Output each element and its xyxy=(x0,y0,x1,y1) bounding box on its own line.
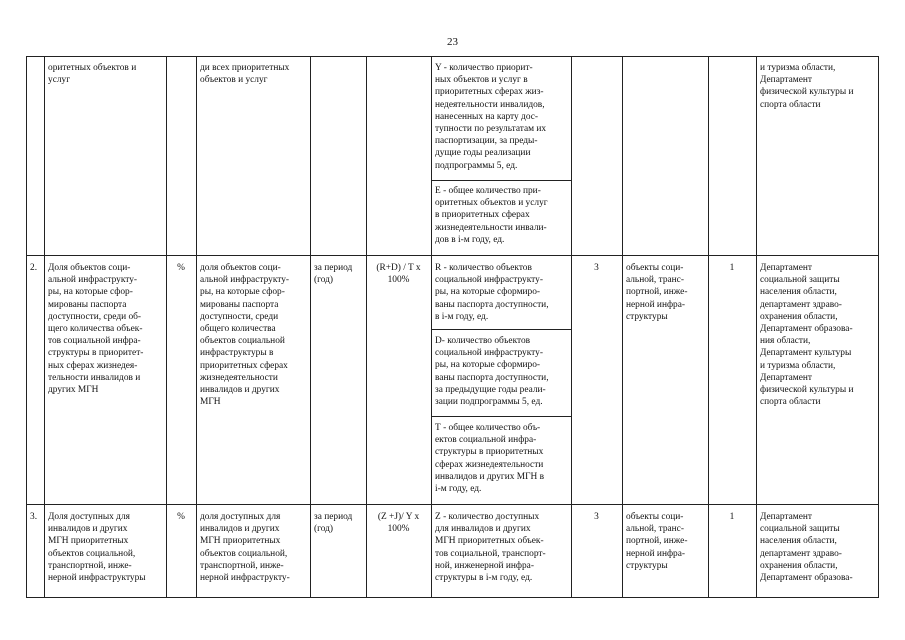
indicator-name: оритетных объектов и услуг xyxy=(48,63,137,86)
calculation-formula: (R+D) / T x 100% xyxy=(376,263,421,286)
responsible-department: Департамент социальной защиты населения области, департамент здраво- охранения области, Департамент образова- ния области, Департамент культуры и туризма области, Департамент физической культуры и спорта области xyxy=(760,263,854,408)
responsible-department: и туризма области, Департамент физической культуры и спорта области xyxy=(760,63,854,110)
responsible-department: Департамент социальной защиты населения области, департамент здраво- охранения области, Департамент образова- xyxy=(760,512,853,584)
page-number: 23 xyxy=(447,36,458,48)
row-number: 2. xyxy=(30,263,38,273)
unit-of-measure: % xyxy=(177,512,185,522)
col-border xyxy=(622,56,623,598)
col-border xyxy=(310,56,311,598)
row-divider xyxy=(26,255,878,256)
collection-method: 3 xyxy=(594,512,599,522)
indicator-definition: доля объектов соци- альной инфраструкту- ры, на которые сфор- мированы паспорта доступности, среди общего количества объектов социальной инфраструктуры в приоритетных сферах жизнедеятельности инвалидов и других МГН xyxy=(200,263,290,408)
row-divider xyxy=(26,504,878,505)
collection-method: 3 xyxy=(594,263,599,273)
unit-of-measure: % xyxy=(177,263,185,273)
variable-description: Т - общее количество объ- ектов социальной инфра- структуры в приоритетных сферах жизнедеятельности инвалидов и других МГН в i-м году, ед. xyxy=(435,423,545,495)
table-bottom-border xyxy=(26,597,878,598)
table-top-border xyxy=(26,56,878,57)
col-border xyxy=(44,56,45,598)
time-characteristic: за период (год) xyxy=(314,512,353,535)
observation-frequency: 1 xyxy=(729,512,735,522)
indicator-definition: ди всех приоритетных объектов и услуг xyxy=(200,63,290,86)
col-border xyxy=(431,56,432,598)
col-border xyxy=(26,56,27,598)
variable-description: Y - количество приорит- ных объектов и услуг в приоритетных сферах жиз- недеятельности инвалидов, нанесенных на карту дос- тупности по результатам их паспортизации, за преды- дущие годы реализации подпрограммы 5, ед. xyxy=(435,63,547,171)
col-border xyxy=(878,56,879,598)
observation-object: объекты соци- альной, транс- портной, инже- нерной инфра- структуры xyxy=(626,512,688,571)
col-border xyxy=(756,56,757,598)
var-divider xyxy=(431,416,571,417)
indicator-definition: доля доступных для инвалидов и других МГН приоритетных объектов социальной, транспортной, инже- нерной инфраструкту- xyxy=(200,512,290,584)
calculation-formula: (Z +J)/ Y x 100% xyxy=(377,512,420,535)
col-border xyxy=(196,56,197,598)
variable-description: R - количество объектов социальной инфраструкту- ры, на которые сформиро- ваны паспорта доступности, в i-м году, ед. xyxy=(435,263,549,322)
observation-frequency: 1 xyxy=(729,263,735,273)
indicator-name: Доля доступных для инвалидов и других МГН приоритетных объектов социальной, транспортной, инже- нерной инфраструктуры xyxy=(48,512,146,584)
time-characteristic: за период (год) xyxy=(314,263,353,286)
variable-description: D- количество объектов социальной инфраструкту- ры, на которые сформиро- ваны паспорта доступности, за предыдущие годы реали- зации подпрограммы 5, ед. xyxy=(435,336,549,408)
var-divider xyxy=(431,329,571,330)
row-number: 3. xyxy=(30,512,38,522)
variable-description: Е - общее количество при- оритетных объектов и услуг в приоритетных сферах жизнедеятельности инвали- дов в i-м году, ед. xyxy=(435,186,548,245)
variable-description: Z - количество доступных для инвалидов и других МГН приоритетных объек- тов социальной, транспорт- ной, инженерной инфра- структуры в i-м году, ед. xyxy=(435,512,546,584)
indicator-name: Доля объектов соци- альной инфраструкту- ры, на которые сфор- мированы паспорта доступности, среди об- щего количества объек- тов социальной инфра- структуры в приоритет- ных сферах жизнедея- тельности инвалидов и других МГН xyxy=(48,263,144,396)
observation-object: объекты соци- альной, транс- портной, инже- нерной инфра- структуры xyxy=(626,263,688,322)
var-divider xyxy=(431,180,571,181)
